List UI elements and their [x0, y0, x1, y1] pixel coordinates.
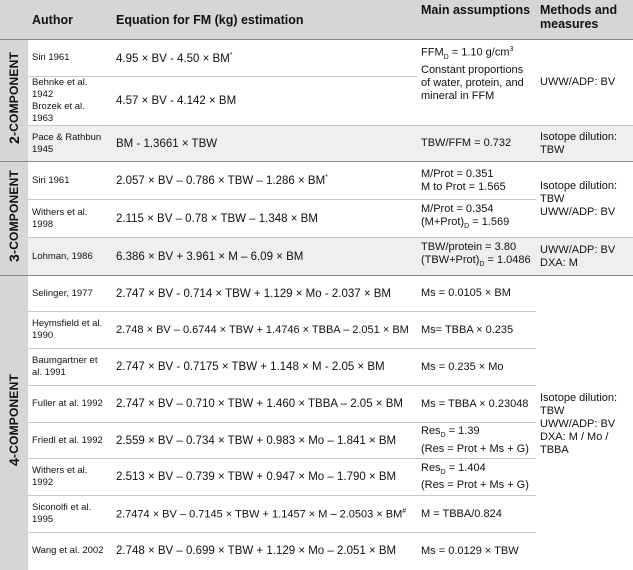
table-row	[0, 238, 633, 276]
methods-cell: UWW/ADP: BV	[536, 40, 633, 126]
equation-cell: 2.513 × BV – 0.739 × TBW + 0.947 × Mo – 1.790 × BM	[112, 459, 417, 496]
author-cell: Lohman, 1986	[28, 238, 112, 276]
author-cell: Behnke et al. 1942 Brozek et al. 1963	[28, 77, 112, 126]
assumption-cell: Ms = 0.235 × Mo	[417, 349, 536, 386]
methods-cell: UWW/ADP: BV DXA: M	[536, 238, 633, 276]
author-cell: Baumgartner et al. 1991	[28, 349, 112, 386]
assumption-cell: Ms = 0.0129 × TBW	[417, 533, 536, 570]
header-group	[0, 0, 28, 40]
equation-cell: 2.747 × BV - 0.7175 × TBW + 1.148 × M - 2.05 × BM	[112, 349, 417, 386]
table-row	[0, 126, 633, 162]
author-cell: Siconolfi et al. 1995	[28, 496, 112, 533]
author-cell: Siri 1961	[28, 40, 112, 77]
table-row	[0, 40, 633, 77]
assumption-cell: Res$_D$ = 1.404 (Res = Prot + Ms + G)	[417, 459, 536, 496]
table-row	[0, 276, 633, 312]
group-label-3-component: 3-COMPONENT	[0, 162, 28, 276]
assumption-cell: TBW/FFM = 0.732	[417, 126, 536, 162]
equation-cell: 2.559 × BV – 0.734 × TBW + 0.983 × Mo – 1.841 × BM	[112, 423, 417, 459]
author-cell: Fuller at al. 1992	[28, 386, 112, 423]
equation-cell: BM - 1.3661 × TBW	[112, 126, 417, 162]
assumption-cell: TBW/protein = 3.80 $(TBW+Prot)_D = 1.0486$	[417, 238, 536, 276]
equation-cell: 4.57 × BV - 4.142 × BM	[112, 77, 417, 126]
methods-cell: Isotope dilution: TBW	[536, 126, 633, 162]
equation-cell: 2.115 × BV – 0.78 × TBW – 1.348 × BM	[112, 200, 417, 238]
author-cell: Withers et al. 1998	[28, 200, 112, 238]
equation-cell: 2.748 × BV – 0.699 × TBW + 1.129 × Mo – 2.051 × BM	[112, 533, 417, 570]
assumption-cell: M = TBBA/0.824	[417, 496, 536, 533]
equation-cell: 6.386 × BV + 3.961 × M – 6.09 × BM	[112, 238, 417, 276]
assumption-cell: M/Prot = 0.354 $(M+Prot)_D = 1.569$	[417, 200, 536, 238]
header-row	[0, 0, 633, 40]
header-equation: Equation for FM (kg) estimation	[112, 0, 417, 40]
assumption-cell: $FFM_D = 1.10$ $g/cm^3$ Constant proportions of water, protein, and mineral in FFM	[417, 40, 536, 126]
assumption-cell: Res$_D$ = 1.39 (Res = Prot + Ms + G)	[417, 423, 536, 459]
author-cell: Friedl et al. 1992	[28, 423, 112, 459]
header-methods: Methods and measures	[536, 0, 633, 40]
author-cell: Heymsfield et al. 1990	[28, 312, 112, 349]
header-author: Author	[28, 0, 112, 40]
header-assumptions: Main assumptions	[417, 0, 536, 40]
methods-cell: Isotope dilution: TBW UWW/ADP: BV DXA: M / Mo / TBBA	[536, 276, 633, 570]
group-label-2-component: 2-COMPONENT	[0, 40, 28, 162]
equation-cell: 2.748 × BV – 0.6744 × TBW + 1.4746 × TBBA – 2.051 × BM	[112, 312, 417, 349]
assumption-cell: Ms= TBBA × 0.235	[417, 312, 536, 349]
equation-cell: 2.7474 × BV – 0.7145 × TBW + 1.1457 × M – 2.0503 × BM#	[112, 496, 417, 533]
assumption-cell: M/Prot = 0.351 M to Prot = 1.565	[417, 162, 536, 200]
equation-cell: 2.057 × BV – 0.786 × TBW – 1.286 × BM*	[112, 162, 417, 200]
author-cell: Withers et al. 1992	[28, 459, 112, 496]
equation-cell: 2.747 × BV - 0.714 × TBW + 1.129 × Mo - 2.037 × BM	[112, 276, 417, 312]
equation-cell: 4.95 × BV - 4.50 × BM*	[112, 40, 417, 77]
author-cell: Selinger, 1977	[28, 276, 112, 312]
equation-cell: 2.747 × BV – 0.710 × TBW + 1.460 × TBBA – 2.05 × BM	[112, 386, 417, 423]
table-row	[0, 162, 633, 200]
author-cell: Siri 1961	[28, 162, 112, 200]
assumption-cell: Ms = TBBA × 0.23048	[417, 386, 536, 423]
author-cell: Pace & Rathbun 1945	[28, 126, 112, 162]
methods-cell: Isotope dilution: TBW UWW/ADP: BV	[536, 162, 633, 238]
assumption-cell: Ms = 0.0105 × BM	[417, 276, 536, 312]
group-label-4-component: 4-COMPONENT	[0, 276, 28, 570]
author-cell: Wang et al. 2002	[28, 533, 112, 570]
